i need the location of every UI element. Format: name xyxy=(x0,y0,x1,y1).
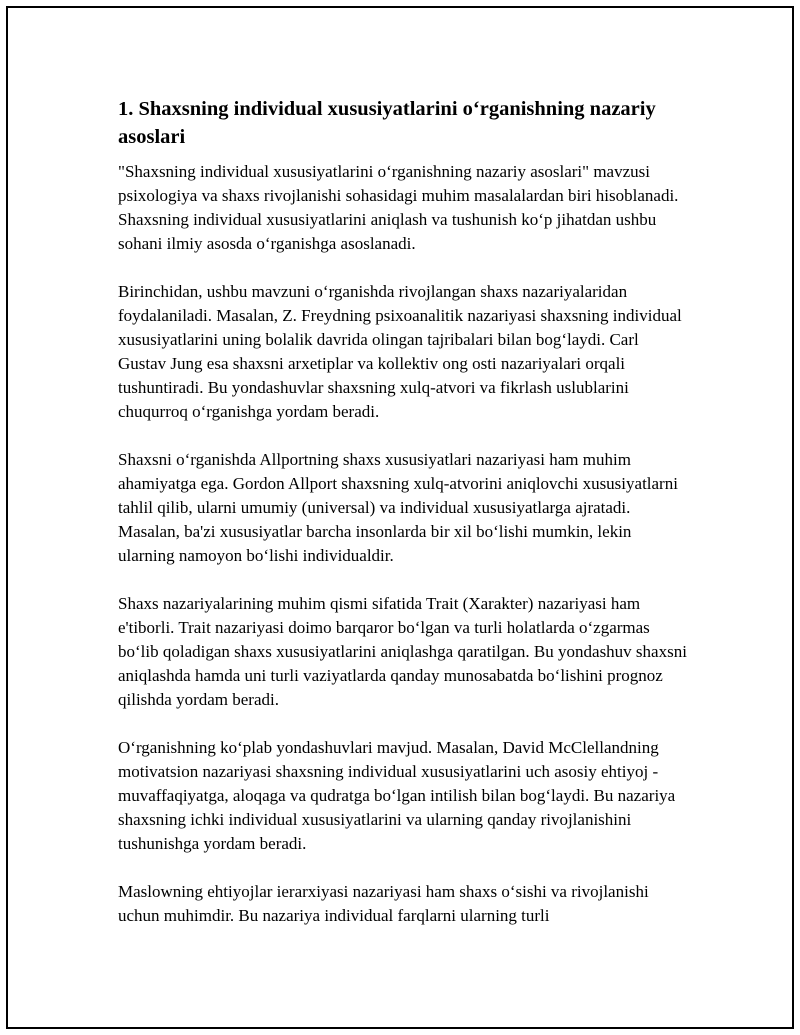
paragraph-trait-theory: Shaxs nazariyalarining muhim qismi sifatida Trait (Xarakter) nazariyasi ham e'tiborli. Trait nazariyasi doimo barqaror bo‘lgan va turli holatlarda o‘zgarmas bo‘lib qoladigan shaxs xususiyatlarini aniqlashga qaratilgan. Bu yondashuv shaxsni aniqlashda hamda uni turli vaziyatlarda qanday munosabatda bo‘lishini prognoz qilishda yordam beradi. xyxy=(118,594,687,709)
paragraph-allport: Shaxsni o‘rganishda Allportning shaxs xususiyatlari nazariyasi ham muhim ahamiyatga ega. Gordon Allport shaxsning xulq-atvorini aniqlovchi xususiyatlarni tahlil qilib, ularni umumiy (universal) va individual xususiyatlarga ajratadi. Masalan, ba'zi xususiyatlar barcha insonlarda bir xil bo‘lishi mumkin, lekin ularning namoyon bo‘lishi individualdir. xyxy=(118,450,678,565)
section-heading: 1. Shaxsning individual xususiyatlarini o‘rganishning nazariy asoslari xyxy=(118,98,656,148)
paragraph-mcclelland: O‘rganishning ko‘plab yondashuvlari mavjud. Masalan, David McClellandning motivatsion nazariyasi shaxsning individual xususiyatlarini uch asosiy ehtiyoj - muvaffaqiyatga, aloqaga va qudratga bo‘lgan intilish bilan bog‘laydi. Bu nazariya shaxsning ichki individual xususiyatlarini va ularning qanday rivojlanishini tushunishga yordam beradi. xyxy=(118,738,676,853)
paragraph-intro: "Shaxsning individual xususiyatlarini o‘rganishning nazariy asoslari" mavzusi psixologiya va shaxs rivojlanishi sohasidagi muhim masalalardan biri hisoblanadi. Shaxsning individual xususiyatlarini aniqlash va tushunish ko‘p jihatdan ushbu sohani ilmiy asosda o‘rganishga asoslanadi. xyxy=(118,162,679,253)
paragraph-maslow: Maslowning ehtiyojlar ierarxiyasi nazariyasi ham shaxs o‘sishi va rivojlanishi uchun muhimdir. Bu nazariya individual farqlarni ularning turli xyxy=(118,882,649,925)
document-body xyxy=(118,95,688,952)
paragraph-freud-jung: Birinchidan, ushbu mavzuni o‘rganishda rivojlangan shaxs nazariyalaridan foydalaniladi. Masalan, Z. Freydning psixoanalitik nazariyasi shaxsning individual xususiyatlarini uning bolalik davrida olingan tajribalari bilan bog‘laydi. Carl Gustav Jung esa shaxsni arxetiplar va kollektiv ong osti nazariyalari orqali tushuntiradi. Bu yondashuvlar shaxsning xulq-atvori va fikrlash uslublarini chuqurroq o‘rganishga yordam beradi. xyxy=(118,282,682,421)
